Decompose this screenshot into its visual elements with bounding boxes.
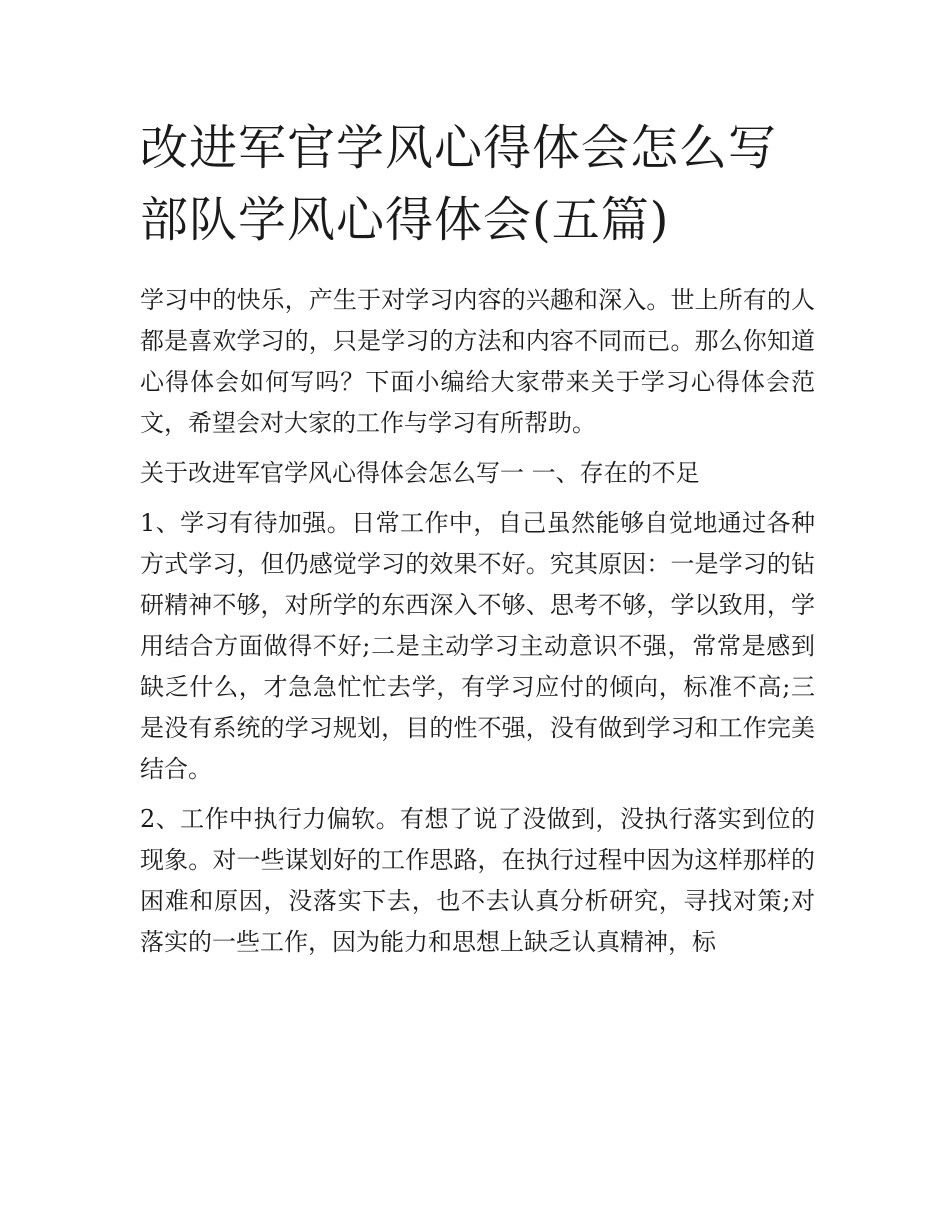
intro-paragraph: 学习中的快乐，产生于对学习内容的兴趣和深入。世上所有的人都是喜欢学习的，只是学习的方法和内容不同而已。那么你知道心得体会如何写吗？下面小编给大家带来关于学习心得体会范文，希望会对大家的工作与学习有所帮助。 xyxy=(140,286,815,437)
point-1-paragraph: 1、学习有待加强。日常工作中，自己虽然能够自觉地通过各种方式学习，但仍感觉学习的效果不好。究其原因：一是学习的钻研精神不够，对所学的东西深入不够、思考不够，学以致用，学用结合方面做得不好;二是主动学习主动意识不强，常常是感到缺乏什么，才急急忙忙去学，有学习应付的倾向，标准不高;三是没有系统的学习规划，目的性不强，没有做到学习和工作完美结合。 xyxy=(140,509,815,783)
point-2-paragraph: 2、工作中执行力偏软。有想了说了没做到，没执行落实到位的现象。对一些谋划好的工作思路，在执行过程中因为这样那样的困难和原因，没落实下去，也不去认真分析研究，寻找对策;对落实的一些工作，因为能力和思想上缺乏认真精神，标 xyxy=(140,805,815,956)
document-title: 改进军官学风心得体会怎么写部队学风心得体会(五篇) xyxy=(140,120,778,248)
section-heading-paragraph: 关于改进军官学风心得体会怎么写一 一、存在的不足 xyxy=(140,459,700,487)
document-body xyxy=(140,280,815,963)
